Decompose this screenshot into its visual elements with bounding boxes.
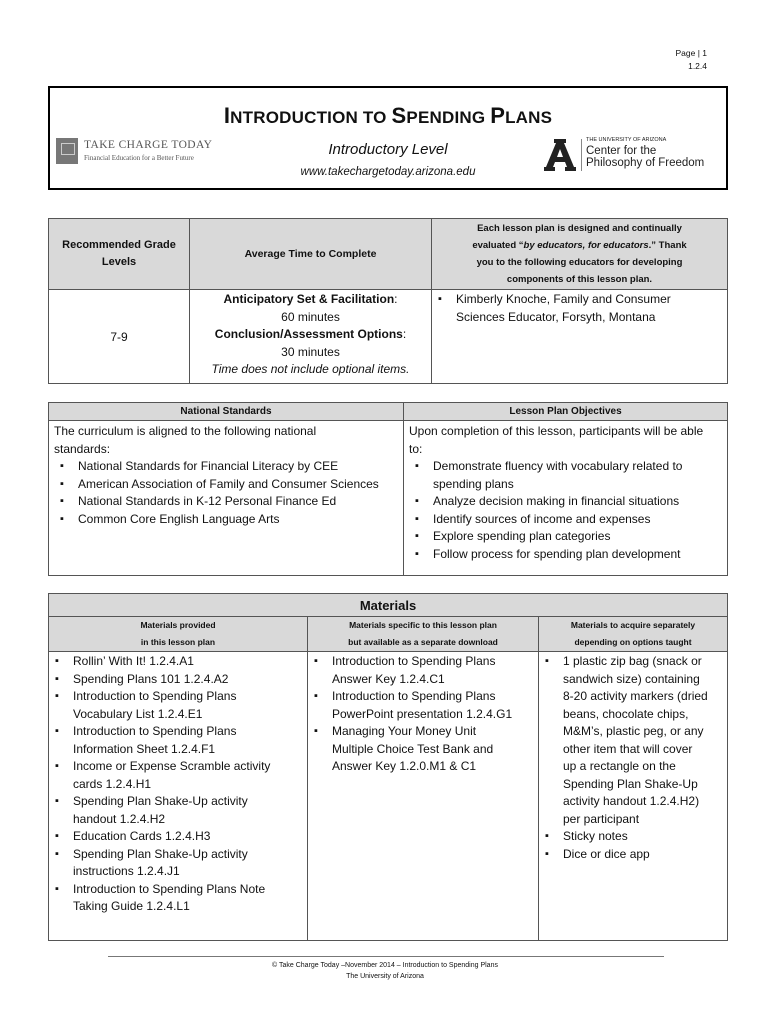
materials-download-header: Materials specific to this lesson plan but available as a separate download [308, 617, 539, 652]
materials-provided-list [49, 652, 308, 941]
page-number [675, 47, 707, 73]
evaluation-header: Each lesson plan is designed and continually evaluated “by educators, for educators.” Thank you to the following educators for developing components of this lesson plan. [432, 219, 728, 290]
list-item: ▪ Sticky notes [539, 828, 727, 846]
logo-tagline: Financial Education for a Better Future [84, 154, 194, 162]
list-item: ▪ Rollin’ With It! 1.2.4.A1 [49, 653, 307, 671]
list-item: ▪ National Standards for Financial Literacy by CEE [54, 458, 403, 476]
list-item: ▪ Education Cards 1.2.4.H3 [49, 828, 307, 846]
list-item: ▪ Spending Plan Shake-Up activity instructions 1.2.4.J1 [49, 846, 307, 881]
grade-value: 7-9 [49, 290, 190, 384]
page-code: 1.2.4 [688, 61, 707, 71]
list-item: ▪ Dice or dice app [539, 846, 727, 864]
list-item: ▪ Introduction to Spending Plans Vocabulary List 1.2.4.E1 [49, 688, 307, 723]
footer-divider [108, 956, 664, 957]
list-item: ▪ Explore spending plan categories [409, 528, 727, 546]
header-box [48, 86, 728, 190]
list-item: ▪ Managing Your Money Unit Multiple Choice Test Bank and Answer Key 1.2.0.M1 & C1 [308, 723, 538, 776]
list-item: ▪ Income or Expense Scramble activity cards 1.2.4.H1 [49, 758, 307, 793]
logo-name: TAKE CHARGE TODAY [84, 139, 213, 151]
objectives-content: Upon completion of this lesson, participants will be able to: ▪ Demonstrate fluency with vocabulary related to spending plans ▪ Analyze decision making in financial situations ▪ Identify sources of income and expenses ▪ Explore spending plan categories ▪ Follow process for spending plan development [404, 421, 728, 576]
list-item: ▪ Analyze decision making in financial situations [409, 493, 727, 511]
list-item: ▪ Spending Plans 101 1.2.4.A2 [49, 671, 307, 689]
list-item: ▪ American Association of Family and Consumer Sciences [54, 476, 403, 494]
list-item: ▪ Identify sources of income and expenses [409, 511, 727, 529]
grade-header: Recommended Grade Levels [49, 219, 190, 290]
time-details: Anticipatory Set & Facilitation: 60 minutes Conclusion/Assessment Options: 30 minutes Time does not include optional items. [190, 290, 432, 384]
list-item: ▪ Introduction to Spending Plans Note Taking Guide 1.2.4.L1 [49, 881, 307, 916]
materials-acquire-list [539, 652, 728, 941]
overview-table [48, 218, 728, 384]
materials-header: Materials [49, 594, 728, 617]
standards-objectives-table [48, 402, 728, 576]
objectives-list [409, 458, 727, 563]
list-item: ▪ Kimberly Knoche, Family and Consumer Sciences Educator, Forsyth, Montana [432, 291, 727, 326]
logo-mark-icon [56, 138, 78, 164]
list-item: ▪ Follow process for spending plan development [409, 546, 727, 564]
page-title: INTRODUCTION TO SPENDING PLANS [223, 103, 553, 128]
arizona-a-icon [544, 137, 576, 171]
materials-download-list [308, 652, 539, 941]
logo-divider [581, 139, 582, 171]
footer-copyright: © Take Charge Today –November 2014 – Introduction to Spending Plans [272, 962, 498, 969]
website-url: www.takechargetoday.arizona.edu [300, 166, 476, 178]
take-charge-today-logo [56, 138, 213, 168]
subtitle: Introductory Level [328, 141, 448, 158]
list-item: ▪ Spending Plan Shake-Up activity handout 1.2.4.H2 [49, 793, 307, 828]
list-item: ▪ Demonstrate fluency with vocabulary related to spending plans [409, 458, 727, 493]
footer-university: The University of Arizona [346, 973, 424, 980]
materials-provided-header: Materials provided in this lesson plan [49, 617, 308, 652]
page-label: Page | 1 [675, 48, 707, 58]
logo-center-name: Center for the Philosophy of Freedom [586, 145, 705, 169]
list-item: ▪ Introduction to Spending Plans PowerPoint presentation 1.2.4.G1 [308, 688, 538, 723]
educators-list [432, 290, 728, 384]
standards-list [54, 458, 403, 528]
logo-university: THE UNIVERSITY OF ARIZONA [586, 137, 667, 143]
list-item: ▪ Introduction to Spending Plans Answer Key 1.2.4.C1 [308, 653, 538, 688]
time-header: Average Time to Complete [190, 219, 432, 290]
standards-header: National Standards [49, 403, 404, 421]
materials-table [48, 593, 728, 941]
list-item: ▪ National Standards in K-12 Personal Finance Ed [54, 493, 403, 511]
list-item: ▪ Introduction to Spending Plans Information Sheet 1.2.4.F1 [49, 723, 307, 758]
materials-acquire-header: Materials to acquire separately depending on options taught [539, 617, 728, 652]
standards-content: The curriculum is aligned to the following national standards: ▪ National Standards for Financial Literacy by CEE ▪ American Association of Family and Consumer Sciences ▪ National Standards in K-12 Personal Finance Ed ▪ Common Core English Language Arts [49, 421, 404, 576]
objectives-header: Lesson Plan Objectives [404, 403, 728, 421]
footer [0, 960, 770, 982]
university-arizona-logo [544, 137, 724, 177]
list-item: ▪ Common Core English Language Arts [54, 511, 403, 529]
list-item: ▪ 1 plastic zip bag (snack or sandwich size) containing 8-20 activity markers (dried beans, chocolate chips, M&M’s, plastic peg, or any other item that will cover up a rectangle on the Spending Plan Shake-Up activity handout 1.2.4.H2) per participant [539, 653, 727, 828]
